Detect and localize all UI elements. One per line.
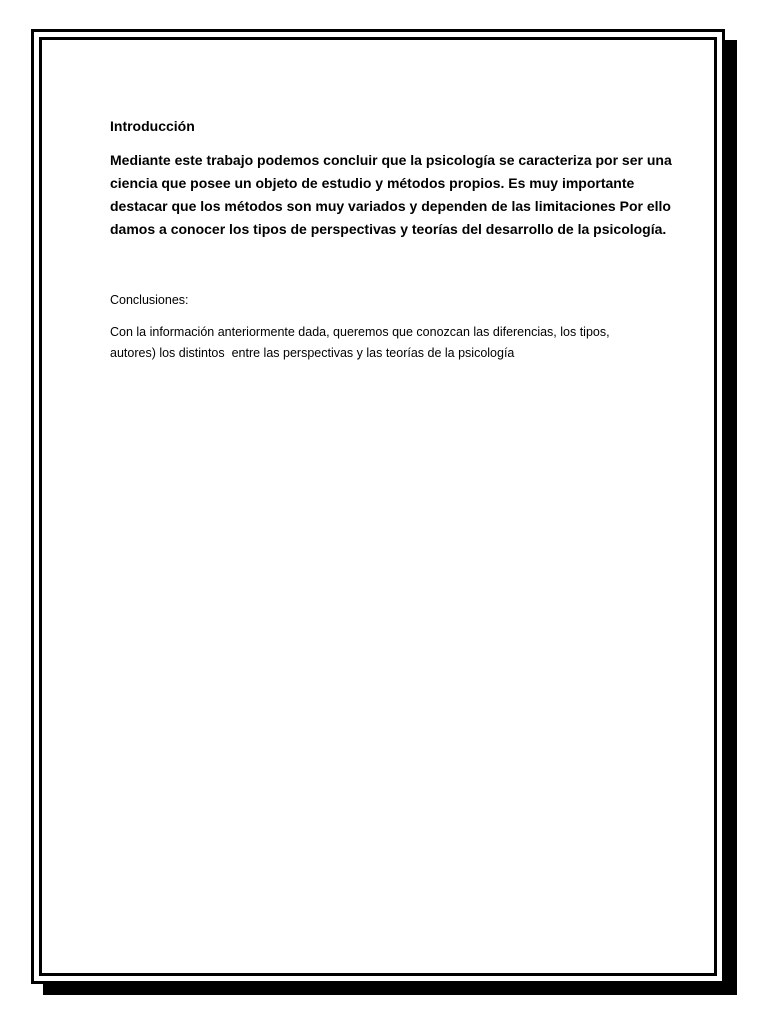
- introduction-line: damos a conocer los tipos de perspectivas y teorías del desarrollo de la psicología.: [110, 221, 667, 237]
- introduction-paragraph: [110, 149, 710, 241]
- conclusions-line: autores) los distintos entre las perspectivas y las teorías de la psicología: [110, 346, 515, 360]
- document-body: [110, 117, 710, 364]
- introduction-heading: Introducción: [110, 118, 195, 134]
- introduction-line: ciencia que posee un objeto de estudio y métodos propios. Es muy importante: [110, 175, 635, 191]
- introduction-line: destacar que los métodos son muy variados y dependen de las limitaciones Por ello: [110, 198, 671, 214]
- conclusions-line: Con la información anteriormente dada, queremos que conozcan las diferencias, los tipos,: [110, 325, 610, 339]
- conclusions-paragraph: [110, 322, 710, 364]
- conclusions-heading: Conclusiones:: [110, 293, 189, 307]
- introduction-line: Mediante este trabajo podemos concluir que la psicología se caracteriza por ser una: [110, 152, 672, 168]
